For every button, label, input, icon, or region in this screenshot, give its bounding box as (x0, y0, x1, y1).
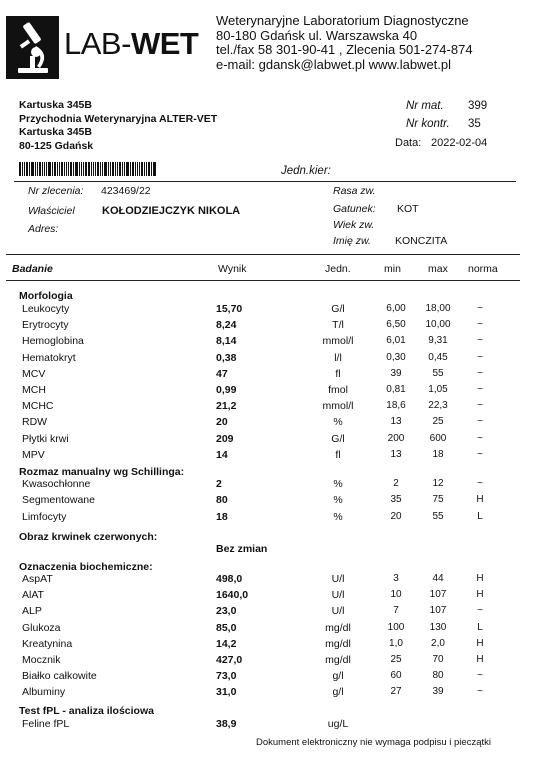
ref-min: 27 (390, 686, 402, 698)
barcode-bar (79, 162, 80, 176)
table-row (0, 605, 533, 620)
barcode-bar (88, 162, 90, 176)
result-value: 0,38 (216, 351, 237, 364)
result-value: 8,14 (216, 335, 237, 348)
result-value: 2 (216, 478, 222, 490)
owner-value: KOŁODZIEJCZYK NIKOLA (102, 205, 241, 217)
ref-max: 1,05 (428, 384, 448, 395)
imie-label: Imię zw. (333, 235, 371, 247)
ref-min: 39 (390, 367, 402, 379)
result-value: 209 (216, 432, 234, 445)
obraz-result: Bez zmian (216, 543, 268, 555)
col-wynik: Wynik (218, 263, 247, 275)
wiek-label: Wiek zw. (333, 219, 375, 231)
ref-max: 39 (432, 686, 444, 698)
norm-flag: H (476, 573, 484, 584)
lab-email: e-mail: gdansk@labwet.pl www.labwet.pl (216, 56, 452, 72)
barcode-bar (31, 162, 34, 176)
barcode-bar (115, 162, 116, 176)
norm-flag: ~ (477, 303, 483, 314)
nr-zlecenia-value: 423469/22 (101, 185, 151, 197)
norm-flag: ~ (477, 367, 483, 379)
date-value: 2022-02-04 (431, 137, 488, 149)
microscope-icon (6, 16, 59, 79)
norm-flag: ~ (477, 605, 483, 617)
barcode-bar (61, 162, 63, 176)
result-value: 80 (216, 494, 228, 507)
col-min: min (384, 263, 401, 275)
norm-flag: ~ (477, 335, 483, 347)
result-value: 8,24 (216, 319, 237, 332)
ref-min: 6,50 (386, 319, 406, 331)
section-morfologia: Morfologia (19, 290, 73, 302)
unit: fmol (328, 384, 348, 396)
footer-note: Dokument elektroniczny nie wymaga podpisu i pieczątki (256, 737, 491, 748)
unit: fl (335, 448, 341, 461)
ref-min: 100 (387, 621, 405, 633)
nr-zlecenia-label: Nr zlecenia: (28, 185, 84, 197)
col-jedn: Jedn. (325, 263, 351, 275)
date-label: Data: (395, 137, 422, 149)
test-name: MCHC (22, 400, 54, 413)
barcode-bar (153, 162, 156, 176)
barcode-bar (130, 162, 131, 176)
nr-mat-value: 399 (468, 100, 488, 112)
barcode-bar (52, 162, 53, 176)
ref-min: 200 (387, 432, 405, 444)
divider (14, 181, 516, 182)
ref-max: 75 (432, 494, 444, 506)
ref-max: 107 (429, 605, 447, 617)
ref-max: 0,45 (428, 351, 448, 363)
barcode-bar (144, 162, 145, 176)
barcode-bar (66, 162, 67, 176)
barcode-bar (54, 162, 56, 176)
ref-min: 13 (390, 416, 402, 428)
unit: G/l (331, 303, 345, 315)
unit: U/l (331, 605, 345, 618)
lab-contact-block (216, 14, 473, 72)
test-name: Feline fPL (22, 718, 70, 730)
unit: U/l (331, 589, 345, 602)
divider (6, 254, 520, 255)
test-name: MCV (22, 367, 46, 380)
result-value: 0,99 (216, 384, 237, 396)
barcode-bar (124, 162, 125, 176)
table-row (0, 352, 533, 367)
ref-max: 25 (432, 416, 444, 428)
ref-max: 107 (429, 589, 447, 601)
lab-name: Weterynaryjne Laboratorium Diagnostyczne (216, 13, 469, 28)
barcode-bar (70, 162, 72, 176)
table-row (0, 384, 533, 399)
ref-max: 44 (432, 573, 444, 584)
section-biochem: Oznaczenia biochemiczne: (19, 561, 153, 573)
nr-kontr-value: 35 (468, 118, 481, 130)
barcode-bar (135, 162, 136, 176)
result-value: 23,0 (216, 605, 237, 618)
ref-min: 18,6 (386, 400, 406, 412)
rasa-label: Rasa zw. (333, 185, 376, 197)
barcode-bar (119, 162, 121, 176)
logo-text: LAB-WET (64, 26, 199, 61)
table-row (0, 622, 533, 637)
client-line: Kartuska 345B (19, 126, 92, 138)
test-name: Płytki krwi (22, 432, 69, 445)
ref-min: 1,0 (389, 637, 403, 649)
barcode-bar (110, 162, 111, 176)
unit: fl (335, 367, 341, 380)
norm-flag: ~ (477, 319, 483, 331)
table-row (0, 319, 533, 334)
barcode-bar (42, 162, 43, 176)
barcode-bar (75, 162, 78, 176)
gatunek-value: KOT (397, 203, 419, 215)
ref-min: 10 (390, 589, 402, 601)
test-name: RDW (22, 416, 48, 429)
ref-min: 13 (390, 448, 402, 460)
ref-max: 55 (432, 367, 444, 379)
barcode-bar (108, 162, 109, 176)
barcode-bar (95, 162, 96, 176)
ref-min: 6,01 (386, 335, 406, 347)
ref-max: 22,3 (428, 400, 448, 412)
gatunek-label: Gatunek: (333, 203, 376, 215)
ref-min: 25 (390, 654, 402, 665)
norm-flag: ~ (477, 478, 483, 489)
table-row (0, 400, 533, 415)
test-name: AspAT (22, 573, 53, 585)
barcode-bar (46, 162, 47, 176)
table-row (0, 654, 533, 669)
barcode-bar (73, 162, 74, 176)
test-name: Segmentowane (22, 494, 95, 507)
table-row (0, 368, 533, 383)
unit: l/l (334, 351, 342, 364)
table-row (0, 433, 533, 448)
table-row (0, 449, 533, 464)
test-name: ALP (22, 605, 42, 618)
unit: G/l (331, 432, 345, 445)
unit: % (333, 416, 343, 429)
barcode-bar (146, 162, 147, 176)
owner-label: Właściciel (28, 205, 75, 217)
test-name: Kreatynina (22, 637, 73, 650)
barcode-bar (39, 162, 41, 176)
barcode-bar (117, 162, 118, 176)
unit: mg/dl (325, 621, 351, 634)
barcode-bar (141, 162, 143, 176)
table-row (0, 335, 533, 350)
norm-flag: L (477, 621, 483, 633)
ref-max: 80 (432, 670, 444, 682)
ref-max: 600 (429, 432, 447, 444)
norm-flag: ~ (477, 448, 483, 460)
test-name: MCH (22, 384, 46, 396)
table-row (0, 478, 533, 493)
result-value: 20 (216, 416, 228, 429)
test-name: Glukoza (22, 621, 61, 634)
barcode-bar (93, 162, 94, 176)
unit: g/l (332, 670, 344, 683)
barcode-bar (126, 162, 129, 176)
barcode-bar (26, 162, 28, 176)
ref-max: 18,00 (425, 303, 451, 314)
barcode (19, 162, 189, 176)
ref-min: 7 (393, 605, 399, 617)
unit: ug/L (327, 718, 349, 730)
test-name: Hematokryt (22, 351, 76, 364)
imie-value: KONCZITA (395, 235, 448, 247)
ref-max: 18 (432, 448, 444, 460)
barcode-bar (100, 162, 101, 176)
unit: mg/dl (325, 637, 351, 650)
table-row (0, 718, 533, 733)
norm-flag: ~ (477, 432, 483, 444)
section-obraz: Obraz krwinek czerwonych: (19, 531, 158, 543)
col-norma: norma (468, 263, 498, 275)
norm-flag: ~ (477, 670, 483, 682)
result-value: 47 (216, 367, 228, 380)
result-value: 85,0 (216, 621, 237, 634)
barcode-bar (97, 162, 99, 176)
norm-flag: H (476, 589, 484, 601)
test-name: Mocznik (22, 654, 61, 666)
barcode-bar (83, 162, 84, 176)
client-line: 80-125 Gdańsk (19, 139, 94, 152)
ref-min: 60 (390, 670, 402, 682)
test-name: Albuminy (22, 686, 66, 699)
unit: T/l (332, 319, 344, 332)
test-name: Kwasochłonne (22, 478, 91, 490)
norm-flag: ~ (477, 416, 483, 428)
barcode-bar (64, 162, 65, 176)
barcode-bar (137, 162, 138, 176)
barcode-bar (102, 162, 103, 176)
barcode-bar (19, 162, 21, 176)
test-name: Hemoglobina (22, 335, 84, 348)
barcode-bar (35, 162, 36, 176)
barcode-bar (91, 162, 92, 176)
client-line: Przychodnia Weterynaryjna ALTER-VET (19, 112, 218, 125)
barcode-bar (122, 162, 123, 176)
result-value: 14 (216, 448, 228, 461)
ref-min: 20 (390, 510, 402, 522)
barcode-bar (59, 162, 60, 176)
address-label: Adres: (28, 223, 59, 235)
ref-max: 9,31 (428, 335, 448, 347)
result-value: 427,0 (216, 654, 243, 666)
barcode-bar (81, 162, 82, 176)
barcode-bar (151, 162, 152, 176)
ref-min: 6,00 (386, 303, 406, 314)
norm-flag: H (476, 637, 484, 649)
table-row (0, 511, 533, 526)
norm-flag: ~ (477, 400, 483, 412)
jedn-kier-label: Jedn.kier: (281, 165, 331, 177)
divider (6, 280, 520, 281)
logo-mark (6, 16, 59, 79)
test-name: Limfocyty (22, 510, 67, 523)
unit: U/l (331, 573, 345, 585)
ref-min: 2 (393, 478, 399, 489)
ref-min: 3 (393, 573, 399, 584)
ref-max: 55 (432, 510, 444, 522)
barcode-bar (24, 162, 25, 176)
table-row (0, 670, 533, 685)
unit: % (333, 478, 343, 490)
result-value: 31,0 (216, 686, 237, 699)
result-value: 18 (216, 510, 228, 523)
test-name: Erytrocyty (22, 319, 69, 332)
section-fpl: Test fPL - analiza ilościowa (19, 705, 154, 717)
norm-flag: ~ (477, 351, 483, 363)
barcode-bar (104, 162, 107, 176)
table-row (0, 416, 533, 431)
unit: mmol/l (322, 400, 354, 413)
result-value: 498,0 (216, 573, 243, 585)
ref-max: 70 (432, 654, 444, 665)
barcode-bar (85, 162, 87, 176)
result-value: 1640,0 (216, 589, 249, 602)
result-value: 14,2 (216, 637, 237, 650)
nr-mat-label: Nr mat. (406, 100, 444, 112)
barcode-bar (57, 162, 58, 176)
table-row (0, 686, 533, 701)
result-value: 38,9 (216, 718, 237, 730)
ref-min: 0,30 (386, 351, 406, 363)
barcode-bar (29, 162, 30, 176)
barcode-bar (112, 162, 114, 176)
barcode-bar (132, 162, 134, 176)
unit: mmol/l (322, 335, 354, 348)
result-value: 73,0 (216, 670, 237, 683)
test-name: MPV (22, 448, 45, 461)
client-address (19, 99, 217, 153)
table-row (0, 638, 533, 653)
col-max: max (428, 263, 448, 275)
table-row (0, 303, 533, 318)
ref-min: 0,81 (386, 384, 406, 395)
barcode-bar (148, 162, 150, 176)
barcode-bar (44, 162, 45, 176)
ref-max: 2,0 (431, 637, 445, 649)
test-name: Białko całkowite (22, 670, 97, 683)
norm-flag: ~ (477, 384, 483, 395)
table-row (0, 573, 533, 588)
norm-flag: H (476, 654, 484, 665)
norm-flag: ~ (477, 686, 483, 698)
result-value: 15,70 (216, 303, 243, 315)
barcode-bar (37, 162, 38, 176)
norm-flag: H (476, 494, 484, 506)
unit: % (333, 494, 343, 507)
test-name: AlAT (22, 589, 44, 602)
lab-address: 80-180 Gdańsk ul. Warszawska 40 (216, 27, 418, 43)
table-row (0, 589, 533, 604)
client-line: Kartuska 345B (19, 99, 92, 111)
result-value: 21,2 (216, 400, 237, 413)
barcode-bar (48, 162, 51, 176)
ref-max: 130 (429, 621, 447, 633)
ref-min: 35 (390, 494, 402, 506)
nr-kontr-label: Nr kontr. (406, 118, 450, 130)
norm-flag: L (477, 510, 483, 522)
section-schilling: Rozmaz manualny wg Schillinga: (19, 466, 185, 478)
unit: g/l (332, 686, 344, 699)
table-row (0, 494, 533, 509)
lab-phone: tel./fax 58 301-90-41 , Zlecenia 501-274-874 (216, 42, 473, 58)
ref-max: 10,00 (425, 319, 451, 331)
test-name: Leukocyty (22, 303, 70, 315)
unit: mg/dl (325, 654, 351, 666)
barcode-bar (22, 162, 23, 176)
ref-max: 12 (432, 478, 444, 489)
unit: % (333, 510, 343, 523)
barcode-bar (139, 162, 140, 176)
col-badanie: Badanie (12, 263, 53, 275)
barcode-bar (68, 162, 69, 176)
